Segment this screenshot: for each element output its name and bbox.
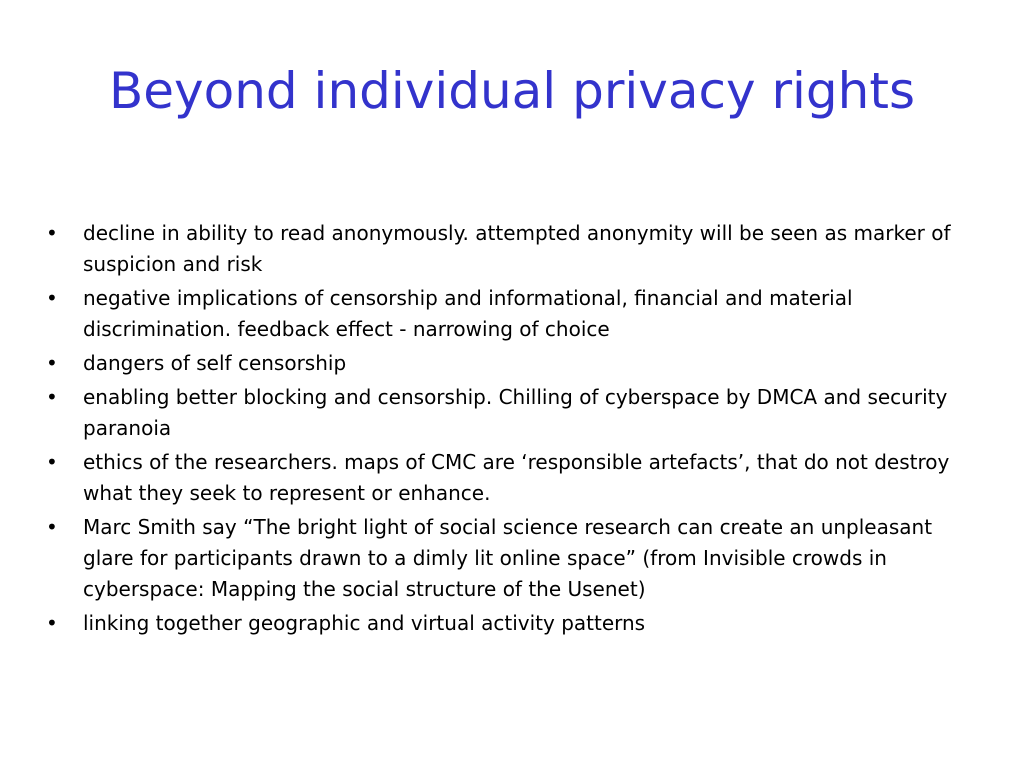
- bullet-text: dangers of self censorship: [83, 351, 347, 375]
- bullet-list: [46, 218, 976, 642]
- bullet-marker: •: [46, 611, 58, 635]
- bullet-item: [46, 218, 976, 280]
- bullet-text: linking together geographic and virtual activity patterns: [83, 611, 646, 635]
- bullet-text: decline in ability to read anonymously. attempted anonymity will be seen as marker of suspicion and risk: [83, 221, 951, 276]
- bullet-item: [46, 608, 976, 639]
- bullet-text: enabling better blocking and censorship. Chilling of cyberspace by DMCA and security paranoia: [83, 385, 948, 440]
- bullet-marker: •: [46, 450, 58, 474]
- bullet-marker: •: [46, 385, 58, 409]
- bullet-item: [46, 348, 976, 379]
- bullet-text: Marc Smith say “The bright light of social science research can create an unpleasant glare for participants drawn to a dimly lit online space” (from Invisible crowds in cyberspace: Mapping the social structure of the Usenet): [83, 515, 933, 601]
- bullet-item: [46, 382, 976, 444]
- bullet-marker: •: [46, 221, 58, 245]
- bullet-marker: •: [46, 351, 58, 375]
- bullet-text: ethics of the researchers. maps of CMC are ‘responsible artefacts’, that do not destroy what they seek to represent or enhance.: [83, 450, 950, 505]
- bullet-item: [46, 283, 976, 345]
- bullet-text: negative implications of censorship and informational, financial and material discrimination. feedback effect - narrowing of choice: [83, 286, 853, 341]
- bullet-marker: •: [46, 286, 58, 310]
- bullet-item: [46, 512, 976, 605]
- bullet-item: [46, 447, 976, 509]
- slide-title: Beyond individual privacy rights: [108, 62, 916, 120]
- bullet-marker: •: [46, 515, 58, 539]
